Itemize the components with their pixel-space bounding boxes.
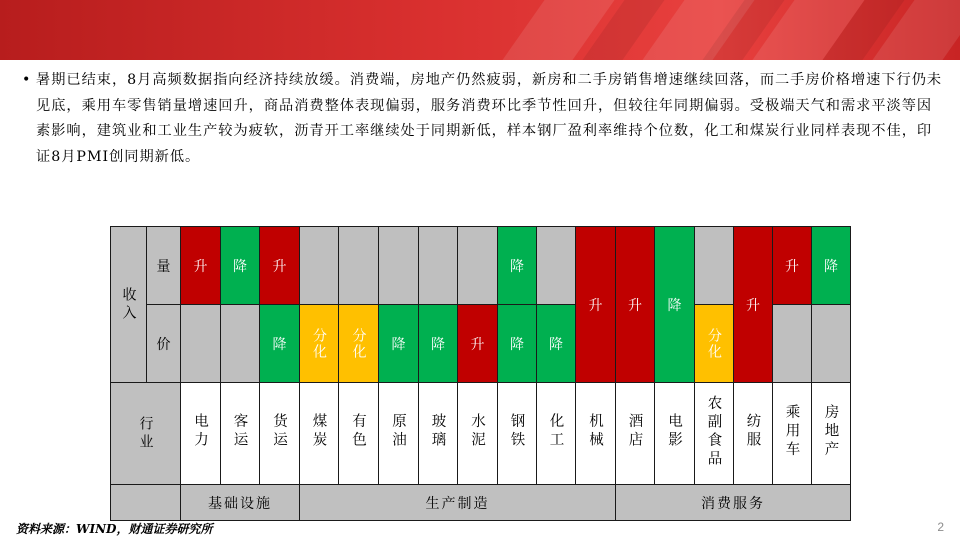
vol-cement [458,227,498,305]
price-freight: 降 [260,305,300,383]
cell-textile: 升 [734,227,773,383]
price-realestate [812,305,851,383]
industry-cell: 化工 [537,383,576,485]
vol-chemical [537,227,576,305]
cell-hotel: 升 [616,227,655,383]
industry-cell: 原油 [379,383,419,485]
industry-cell: 玻璃 [419,383,458,485]
vol-power: 升 [181,227,221,305]
price-agri-food: 分化 [695,305,734,383]
industry-cell: 有色 [339,383,379,485]
industry-matrix [110,226,851,521]
vol-passenger: 降 [221,227,260,305]
industry-label-cell: 行业 [111,383,181,485]
price-nonferrous: 分化 [339,305,379,383]
price-crude: 降 [379,305,419,383]
header-banner [0,0,960,60]
income-label-cell: 收入 [111,227,147,383]
price-chemical: 降 [537,305,576,383]
price-power [181,305,221,383]
vol-agri-food [695,227,734,305]
price-steel: 降 [498,305,537,383]
price-car [773,305,812,383]
bullet-marker: • [22,72,32,88]
vol-nonferrous [339,227,379,305]
industry-cell: 钢铁 [498,383,537,485]
group-label-blank [111,485,181,521]
price-glass: 降 [419,305,458,383]
industry-cell: 货运 [260,383,300,485]
vol-glass [419,227,458,305]
price-passenger [221,305,260,383]
page-number: 2 [937,520,944,534]
vol-coal [300,227,339,305]
vol-realestate: 降 [812,227,851,305]
source-note: 资料来源：WIND，财通证券研究所 [16,522,213,536]
vol-car: 升 [773,227,812,305]
industry-cell: 酒店 [616,383,655,485]
vol-crude [379,227,419,305]
volume-label-cell: 量 [147,227,181,305]
vol-steel: 降 [498,227,537,305]
vol-freight: 升 [260,227,300,305]
industry-cell: 纺服 [734,383,773,485]
summary-paragraph [22,68,944,170]
summary-text: 暑期已结束，8月高频数据指向经济持续放缓。消费端，房地产仍然疲弱，新房和二手房销售增速继续回落，而二手房价格增速下行仍未见底，乘用车零售销量增速回升，商品消费整体表现偏弱，服务消费环比季节性回升，但较往年同期偏弱。受极端天气和需求平淡等因素影响，建筑业和工业生产较为疲软，沥青开工率继续处于同期新低，样本钢厂盈利率维持个位数，化工和煤炭行业同样表现不佳，印证8月PMI创同期新低。 [36,72,943,165]
industry-cell: 机械 [576,383,616,485]
price-cement: 升 [458,305,498,383]
industry-cell: 房地产 [812,383,851,485]
industry-cell: 客运 [221,383,260,485]
group-manufacturing: 生产制造 [300,485,616,521]
cell-machinery: 升 [576,227,616,383]
group-consumer-services: 消费服务 [616,485,851,521]
industry-cell: 电力 [181,383,221,485]
industry-cell: 水泥 [458,383,498,485]
industry-cell: 乘用车 [773,383,812,485]
cell-movie: 降 [655,227,695,383]
industry-cell: 煤炭 [300,383,339,485]
price-coal: 分化 [300,305,339,383]
industry-cell: 农副食品 [695,383,734,485]
industry-cell: 电影 [655,383,695,485]
price-label-cell: 价 [147,305,181,383]
group-infrastructure: 基础设施 [181,485,300,521]
